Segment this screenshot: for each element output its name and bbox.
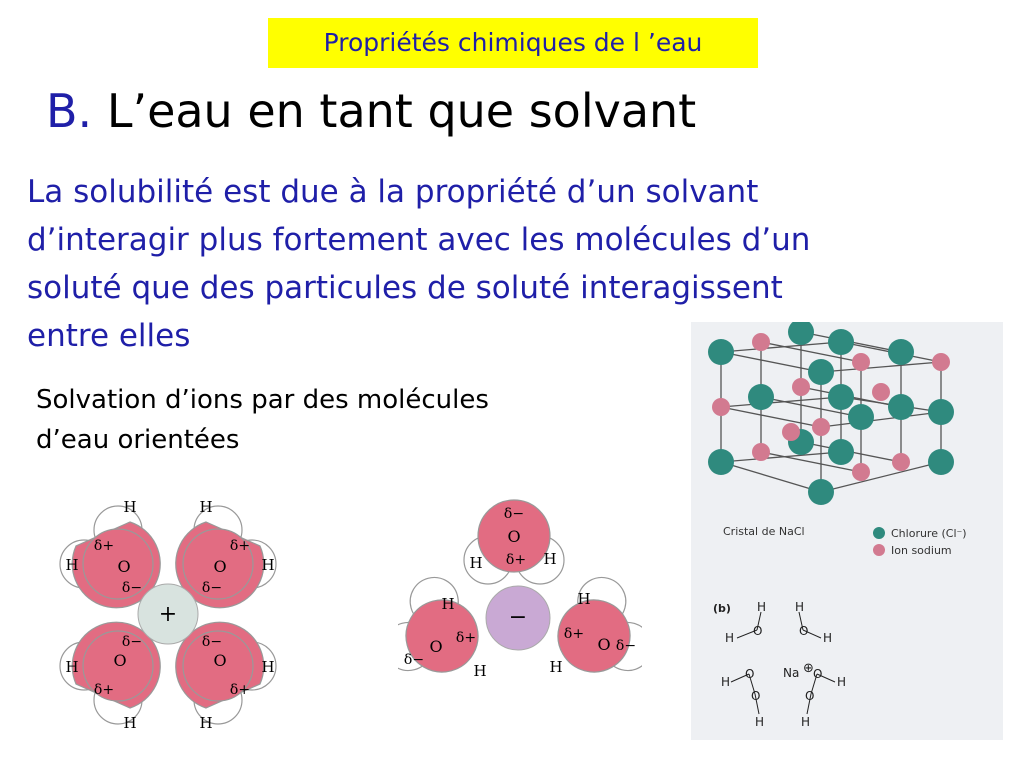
o-atom-label: O: [117, 557, 131, 576]
delta-plus-label: δ+: [93, 538, 115, 554]
anion-solvation-figure: [398, 492, 642, 692]
water-molecule: [60, 500, 160, 608]
delta-plus-label: δ+: [229, 682, 251, 698]
sodium-legend-swatch: [873, 544, 885, 556]
h-atom-label: H: [469, 554, 483, 572]
chloride-legend-swatch: [873, 527, 885, 539]
intro-line: La solubilité est due à la propriété d’un solvant: [27, 174, 759, 210]
h-atom-label: H: [123, 500, 137, 516]
h-atom-label: H: [549, 658, 563, 676]
o-atom-label: O: [799, 624, 809, 638]
nacl-figure-panel: [691, 322, 1003, 740]
h-atom-label: H: [823, 631, 833, 645]
h-atom-label: H: [199, 500, 213, 516]
cation-solvation-figure: [46, 500, 290, 732]
crystal-caption: Cristal de NaCl: [723, 525, 805, 538]
o-atom-label: O: [213, 651, 227, 670]
section-title: L’eau en tant que solvant: [106, 84, 697, 138]
h-atom-label: H: [65, 556, 79, 574]
h-atom-label: H: [757, 600, 767, 614]
h-atom-label: H: [199, 714, 213, 732]
h-atom-label: H: [123, 714, 137, 732]
water-molecule: [176, 622, 276, 732]
delta-minus-label: δ−: [121, 580, 143, 596]
o-atom-label: O: [751, 689, 761, 703]
delta-plus-label: δ+: [505, 552, 527, 568]
delta-minus-label: δ−: [503, 506, 525, 522]
delta-minus-label: δ−: [121, 634, 143, 650]
h-atom-label: H: [837, 675, 847, 689]
section-heading: [46, 84, 696, 138]
subtitle-line: Solvation d’ions par des molécules: [36, 385, 489, 415]
h-atom-label: H: [261, 658, 275, 676]
o-atom-label: O: [813, 667, 823, 681]
h-atom-label: H: [755, 715, 765, 729]
delta-minus-label: δ−: [201, 580, 223, 596]
o-atom-label: O: [507, 527, 521, 546]
anion-sign: −: [508, 605, 528, 630]
o-atom-label: O: [597, 635, 611, 654]
h-atom-label: H: [725, 631, 735, 645]
h-atom-label: H: [65, 658, 79, 676]
delta-minus-label: δ−: [403, 652, 425, 668]
h-atom-label: H: [473, 662, 487, 680]
sodium-legend-label: Ion sodium: [891, 544, 952, 557]
delta-minus-label: δ−: [201, 634, 223, 650]
h-atom-label: H: [721, 675, 731, 689]
o-atom-label: O: [805, 689, 815, 703]
intro-line: soluté que des particules de soluté interagissent: [27, 270, 783, 306]
section-letter: B.: [46, 84, 93, 138]
h-atom-label: H: [543, 550, 557, 568]
h-atom-label: H: [801, 715, 811, 729]
h-atom-label: H: [795, 600, 805, 614]
o-atom-label: O: [429, 637, 443, 656]
delta-plus-label: δ+: [93, 682, 115, 698]
o-atom-label: O: [745, 667, 755, 681]
h-atom-label: H: [261, 556, 275, 574]
water-molecule: [464, 500, 564, 584]
chloride-legend-label: Chlorure (Cl⁻): [891, 527, 967, 540]
subtitle-line: d’eau orientées: [36, 425, 240, 455]
delta-plus-label: δ+: [455, 630, 477, 646]
delta-minus-label: δ−: [615, 638, 637, 654]
cation-sign: +: [158, 602, 178, 627]
sodium-hydration-diagram: [713, 600, 846, 729]
topic-banner: Propriétés chimiques de l ’eau: [268, 18, 758, 68]
sodium-ion-charge: ⊕: [803, 661, 814, 676]
delta-plus-label: δ+: [563, 626, 585, 642]
intro-line: d’interagir plus fortement avec les molécules d’un: [27, 222, 811, 258]
o-atom-label: O: [753, 624, 763, 638]
water-molecule: [176, 500, 276, 608]
intro-line: entre elles: [27, 318, 191, 354]
solvation-subtitle: [36, 380, 596, 460]
h-atom-label: H: [577, 590, 591, 608]
o-atom-label: O: [113, 651, 127, 670]
o-atom-label: O: [213, 557, 227, 576]
delta-plus-label: δ+: [229, 538, 251, 554]
panel-b-tag: (b): [713, 602, 731, 615]
h-atom-label: H: [441, 595, 455, 613]
water-molecule: [60, 622, 160, 732]
sodium-ion-label: Na: [783, 666, 800, 680]
